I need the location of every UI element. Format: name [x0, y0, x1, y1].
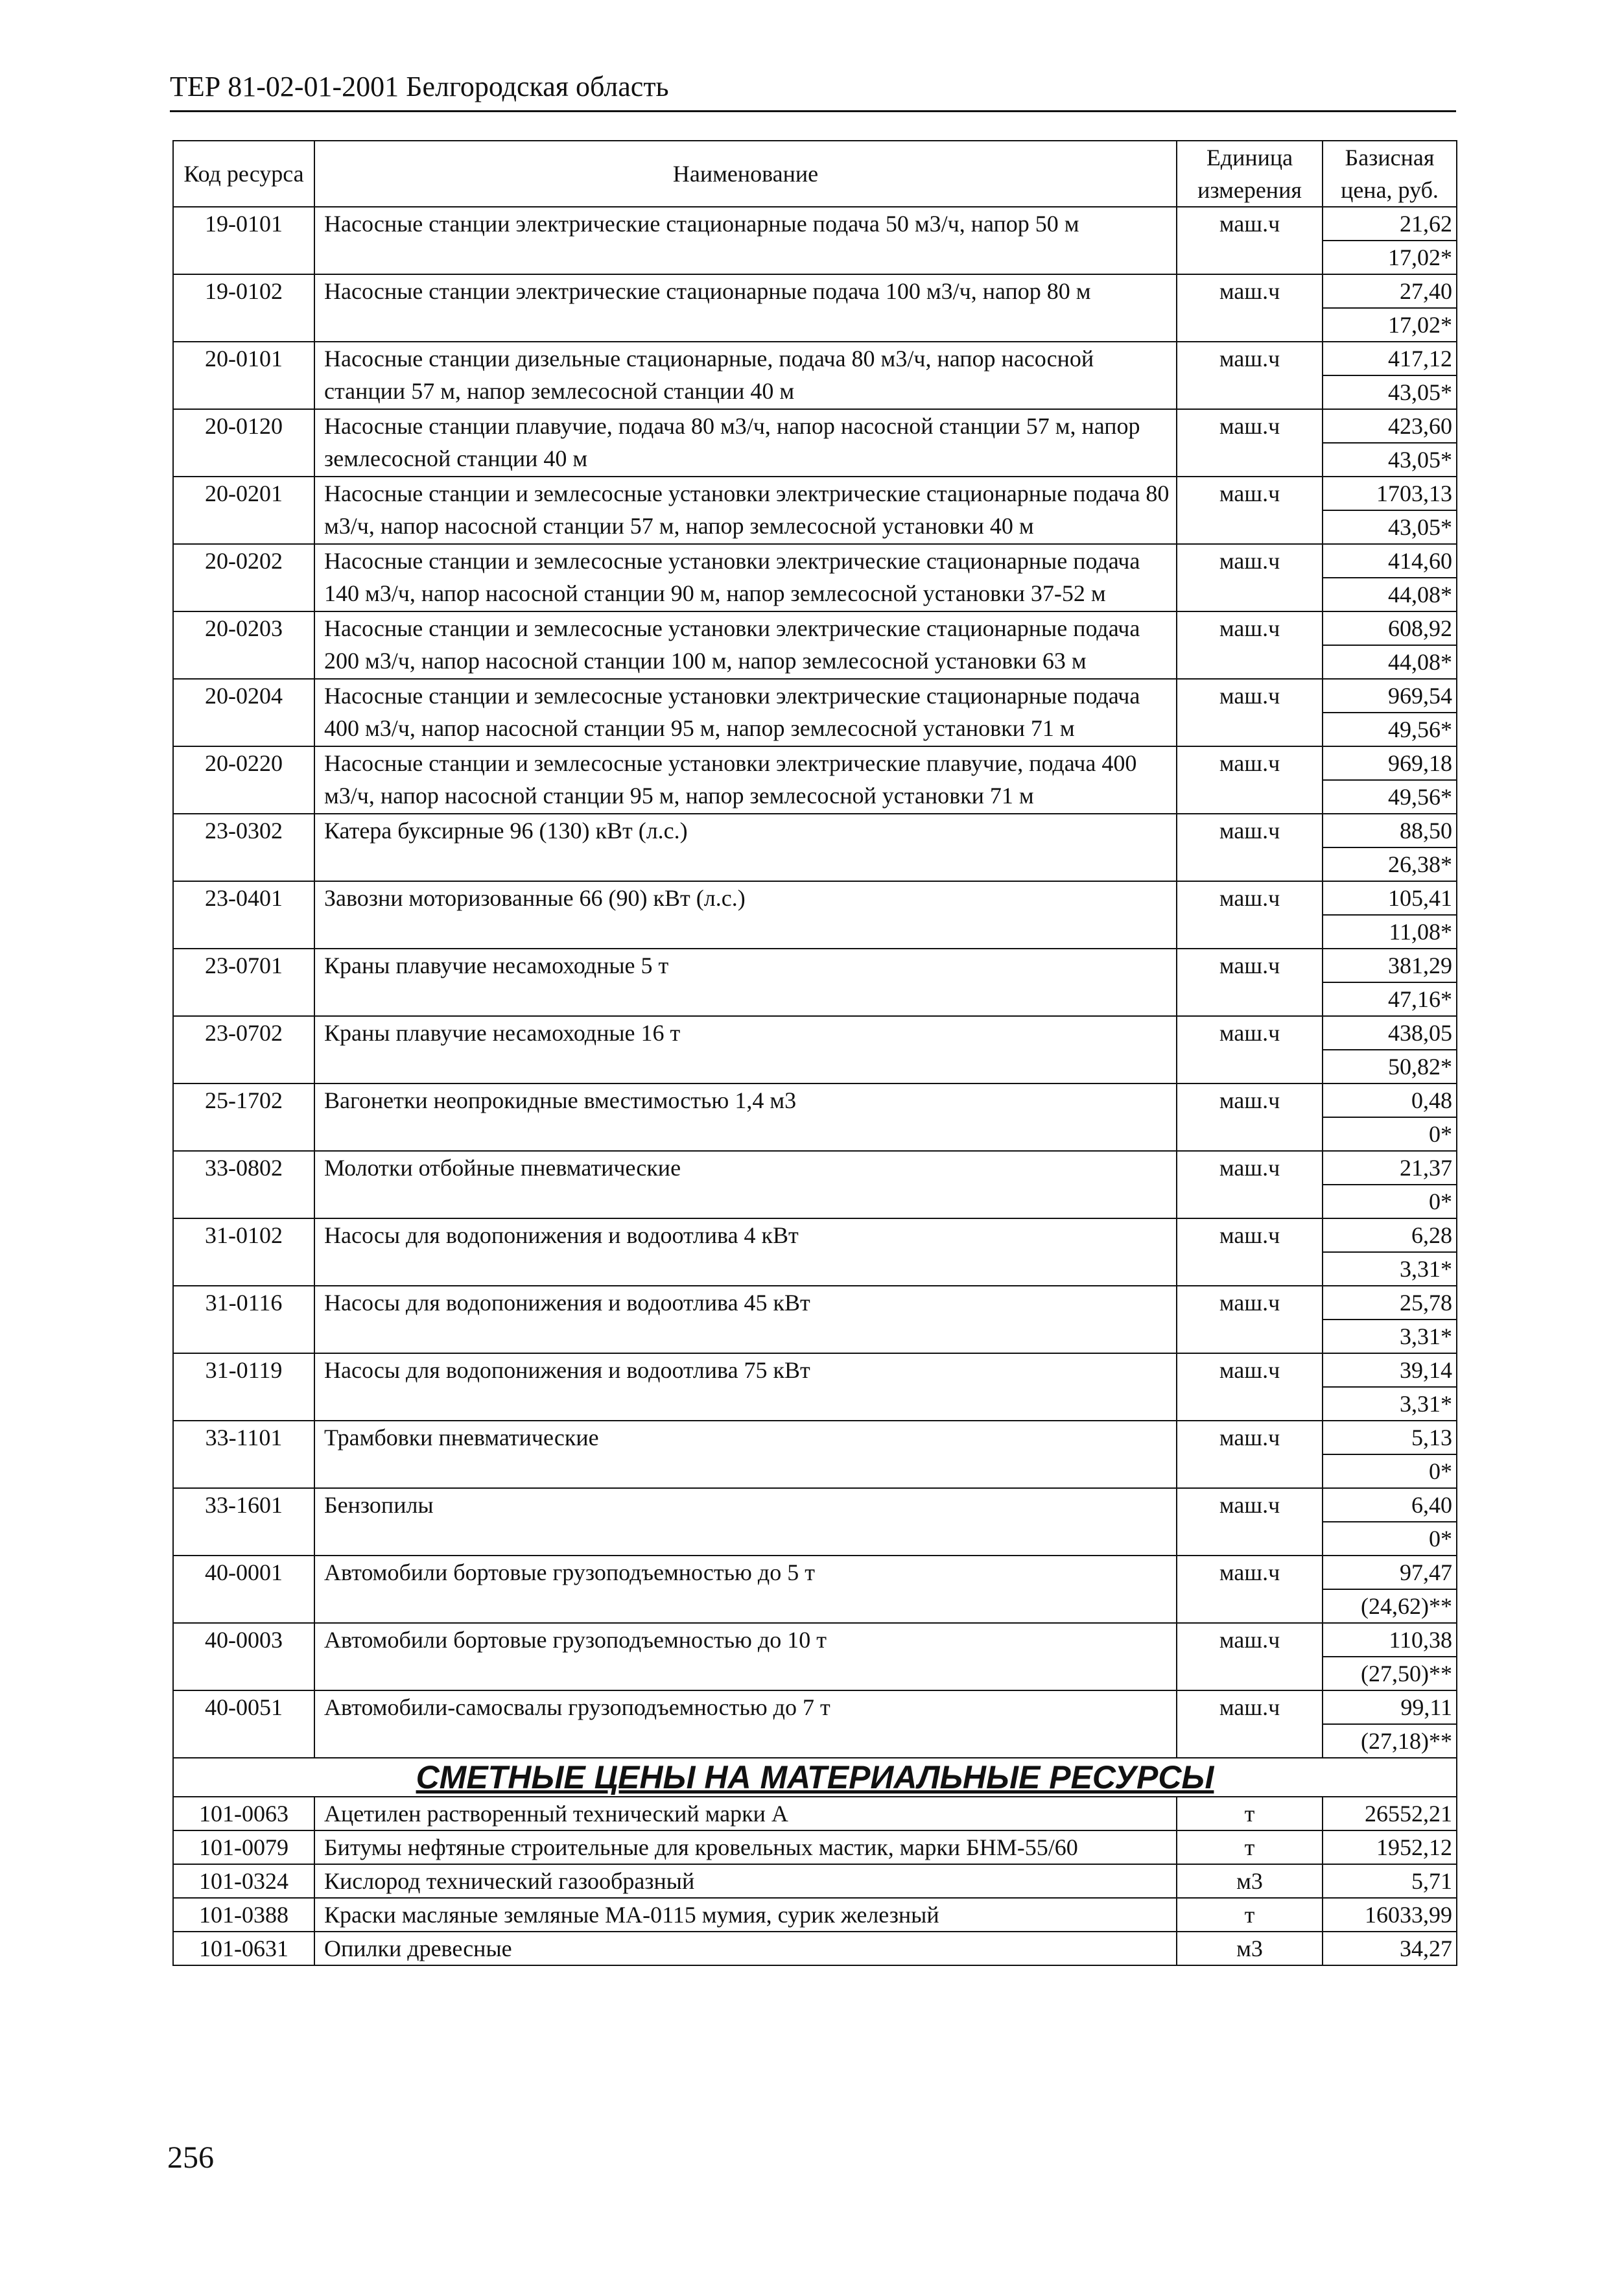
- resource-code: 23-0702: [173, 1016, 314, 1083]
- base-price: 21,62: [1323, 207, 1456, 241]
- table-row: [173, 1421, 1457, 1488]
- table-row: [173, 1083, 1457, 1151]
- material-name: Битумы нефтяные строительные для кровельных мастик, марки БНМ-55/60: [314, 1830, 1177, 1864]
- resource-price-cell: [1323, 1421, 1457, 1488]
- secondary-price: 43,05*: [1388, 514, 1452, 540]
- resource-code: 20-0120: [173, 409, 314, 477]
- resource-price-cell: [1323, 881, 1457, 949]
- resource-unit: маш.ч: [1177, 679, 1323, 746]
- resource-unit: маш.ч: [1177, 544, 1323, 611]
- resource-name: Насосные станции дизельные стационарные, подача 80 м3/ч, напор насосной станции 57 м, напор землесосной станции 40 м: [314, 342, 1177, 409]
- table-row: [173, 1151, 1457, 1218]
- secondary-price: (24,62)**: [1361, 1593, 1452, 1619]
- resource-unit: маш.ч: [1177, 1016, 1323, 1083]
- resource-name: Бензопилы: [314, 1488, 1177, 1556]
- base-price: 105,41: [1323, 882, 1456, 916]
- table-row: [173, 881, 1457, 949]
- secondary-price: 49,56*: [1388, 716, 1452, 742]
- base-price: 6,28: [1323, 1219, 1456, 1253]
- table-row: [173, 1556, 1457, 1623]
- resource-unit: маш.ч: [1177, 1623, 1323, 1690]
- resource-code: 31-0102: [173, 1218, 314, 1286]
- resource-price-cell: [1323, 1353, 1457, 1421]
- material-price: 5,71: [1411, 1868, 1452, 1894]
- material-row: [173, 1797, 1457, 1830]
- resource-code: 33-1101: [173, 1421, 314, 1488]
- resource-name: Насосные станции и землесосные установки электрические стационарные подача 80 м3/ч, напор насосной станции 57 м, напор землесосной установки 40 м: [314, 477, 1177, 544]
- resource-price-cell: [1323, 1488, 1457, 1556]
- resource-code: 20-0220: [173, 746, 314, 814]
- table-row: [173, 746, 1457, 814]
- resource-name: Автомобили бортовые грузоподъемностью до 5 т: [314, 1556, 1177, 1623]
- material-price-cell: [1323, 1932, 1457, 1965]
- resource-code: 23-0302: [173, 814, 314, 881]
- material-price: 34,27: [1400, 1936, 1452, 1961]
- resource-code: 25-1702: [173, 1083, 314, 1151]
- resource-unit: маш.ч: [1177, 409, 1323, 477]
- table-row: [173, 1353, 1457, 1421]
- secondary-price: 3,31*: [1400, 1256, 1452, 1282]
- column-header-name: Наименование: [314, 141, 1177, 207]
- column-header-unit: Единица измерения: [1177, 141, 1323, 207]
- resource-name: Краны плавучие несамоходные 5 т: [314, 949, 1177, 1016]
- resource-price-cell: [1323, 679, 1457, 746]
- base-price: 97,47: [1323, 1556, 1456, 1590]
- resource-price-cell: [1323, 342, 1457, 409]
- resource-code: 33-0802: [173, 1151, 314, 1218]
- resource-unit: маш.ч: [1177, 1690, 1323, 1758]
- table-header-row: [173, 141, 1457, 207]
- resource-unit: маш.ч: [1177, 1488, 1323, 1556]
- resource-price-table: [172, 140, 1457, 1966]
- material-name: Опилки древесные: [314, 1932, 1177, 1965]
- base-price: 1703,13: [1323, 477, 1456, 511]
- resource-code: 20-0204: [173, 679, 314, 746]
- secondary-price: (27,50)**: [1361, 1661, 1452, 1687]
- section-title: СМЕТНЫЕ ЦЕНЫ НА МАТЕРИАЛЬНЫЕ РЕСУРСЫ: [173, 1758, 1457, 1797]
- page-number: 256: [167, 2140, 214, 2175]
- base-price: 381,29: [1323, 949, 1456, 983]
- secondary-price: 11,08*: [1389, 919, 1452, 945]
- resource-unit: маш.ч: [1177, 274, 1323, 342]
- secondary-price: 3,31*: [1400, 1323, 1452, 1349]
- resource-price-cell: [1323, 207, 1457, 274]
- table-row: [173, 1623, 1457, 1690]
- material-name: Краски масляные земляные МА-0115 мумия, сурик железный: [314, 1898, 1177, 1932]
- material-code: 101-0324: [173, 1864, 314, 1898]
- resource-price-cell: [1323, 477, 1457, 544]
- material-unit: м3: [1177, 1932, 1323, 1965]
- material-unit: т: [1177, 1898, 1323, 1932]
- secondary-price: 0*: [1429, 1189, 1452, 1214]
- resource-code: 31-0116: [173, 1286, 314, 1353]
- table-row: [173, 1218, 1457, 1286]
- material-code: 101-0388: [173, 1898, 314, 1932]
- table-row: [173, 679, 1457, 746]
- secondary-price: 17,02*: [1388, 312, 1452, 338]
- column-header-code: Код ресурса: [173, 141, 314, 207]
- resource-price-cell: [1323, 274, 1457, 342]
- secondary-price: 43,05*: [1388, 379, 1452, 405]
- base-price: 969,18: [1323, 747, 1456, 781]
- resource-name: Насосные станции электрические стационарные подача 50 м3/ч, напор 50 м: [314, 207, 1177, 274]
- resource-name: Вагонетки неопрокидные вместимостью 1,4 м3: [314, 1083, 1177, 1151]
- resource-name: Насосные станции и землесосные установки электрические плавучие, подача 400 м3/ч, напор насосной станции 95 м, напор землесосной установки 71 м: [314, 746, 1177, 814]
- resource-price-cell: [1323, 1218, 1457, 1286]
- resource-unit: маш.ч: [1177, 881, 1323, 949]
- secondary-price: 47,16*: [1388, 986, 1452, 1012]
- resource-price-cell: [1323, 746, 1457, 814]
- secondary-price: (27,18)**: [1361, 1728, 1452, 1754]
- table-row: [173, 544, 1457, 611]
- table-row: [173, 814, 1457, 881]
- base-price: 414,60: [1323, 545, 1456, 578]
- base-price: 438,05: [1323, 1017, 1456, 1050]
- secondary-price: 0*: [1429, 1458, 1452, 1484]
- table-row: [173, 477, 1457, 544]
- resource-unit: маш.ч: [1177, 1083, 1323, 1151]
- resource-code: 40-0001: [173, 1556, 314, 1623]
- resource-unit: маш.ч: [1177, 1218, 1323, 1286]
- base-price: 6,40: [1323, 1489, 1456, 1522]
- secondary-price: 17,02*: [1388, 244, 1452, 270]
- base-price: 423,60: [1323, 410, 1456, 444]
- resource-code: 31-0119: [173, 1353, 314, 1421]
- material-row: [173, 1898, 1457, 1932]
- resource-name: Катера буксирные 96 (130) кВт (л.с.): [314, 814, 1177, 881]
- resource-price-cell: [1323, 1623, 1457, 1690]
- resource-unit: маш.ч: [1177, 746, 1323, 814]
- resource-unit: маш.ч: [1177, 477, 1323, 544]
- secondary-price: 0*: [1429, 1526, 1452, 1552]
- secondary-price: 3,31*: [1400, 1391, 1452, 1417]
- column-header-price: Базисная цена, руб.: [1323, 141, 1457, 207]
- material-code: 101-0631: [173, 1932, 314, 1965]
- resource-code: 23-0401: [173, 881, 314, 949]
- resource-code: 20-0201: [173, 477, 314, 544]
- resource-price-cell: [1323, 814, 1457, 881]
- resource-price-cell: [1323, 611, 1457, 679]
- resource-code: 20-0101: [173, 342, 314, 409]
- secondary-price: 26,38*: [1388, 851, 1452, 877]
- base-price: 5,13: [1323, 1421, 1456, 1455]
- resource-name: Насосы для водопонижения и водоотлива 4 кВт: [314, 1218, 1177, 1286]
- resource-name: Автомобили бортовые грузоподъемностью до 10 т: [314, 1623, 1177, 1690]
- base-price: 25,78: [1323, 1286, 1456, 1320]
- material-code: 101-0063: [173, 1797, 314, 1830]
- resource-unit: маш.ч: [1177, 342, 1323, 409]
- table-row: [173, 949, 1457, 1016]
- base-price: 417,12: [1323, 342, 1456, 376]
- table-row: [173, 1286, 1457, 1353]
- resource-name: Насосные станции плавучие, подача 80 м3/ч, напор насосной станции 57 м, напор землесосной станции 40 м: [314, 409, 1177, 477]
- secondary-price: 49,56*: [1388, 784, 1452, 810]
- secondary-price: 44,08*: [1388, 582, 1452, 608]
- resource-name: Насосные станции и землесосные установки электрические стационарные подача 200 м3/ч, напор насосной станции 100 м, напор землесосной установки 63 м: [314, 611, 1177, 679]
- material-price: 1952,12: [1376, 1834, 1452, 1860]
- resource-unit: маш.ч: [1177, 814, 1323, 881]
- material-row: [173, 1864, 1457, 1898]
- resource-price-cell: [1323, 1151, 1457, 1218]
- material-unit: м3: [1177, 1864, 1323, 1898]
- resource-name: Насосные станции электрические стационарные подача 100 м3/ч, напор 80 м: [314, 274, 1177, 342]
- base-price: 0,48: [1323, 1084, 1456, 1118]
- table-row: [173, 1488, 1457, 1556]
- resource-name: Молотки отбойные пневматические: [314, 1151, 1177, 1218]
- material-price-cell: [1323, 1864, 1457, 1898]
- base-price: 21,37: [1323, 1152, 1456, 1185]
- resource-name: Насосы для водопонижения и водоотлива 45 кВт: [314, 1286, 1177, 1353]
- header-rule: [170, 110, 1456, 112]
- base-price: 39,14: [1323, 1354, 1456, 1388]
- section-header-row: [173, 1758, 1457, 1797]
- resource-unit: маш.ч: [1177, 1286, 1323, 1353]
- resource-price-cell: [1323, 1016, 1457, 1083]
- resource-name: Насосы для водопонижения и водоотлива 75 кВт: [314, 1353, 1177, 1421]
- secondary-price: 50,82*: [1388, 1054, 1452, 1080]
- resource-price-cell: [1323, 409, 1457, 477]
- resource-price-cell: [1323, 949, 1457, 1016]
- resource-unit: маш.ч: [1177, 1421, 1323, 1488]
- secondary-price: 0*: [1429, 1121, 1452, 1147]
- material-code: 101-0079: [173, 1830, 314, 1864]
- resource-code: 20-0203: [173, 611, 314, 679]
- resource-unit: маш.ч: [1177, 1151, 1323, 1218]
- resource-code: 33-1601: [173, 1488, 314, 1556]
- resource-unit: маш.ч: [1177, 1353, 1323, 1421]
- base-price: 969,54: [1323, 680, 1456, 713]
- resource-unit: маш.ч: [1177, 611, 1323, 679]
- table-row: [173, 207, 1457, 274]
- resource-name: Насосные станции и землесосные установки электрические стационарные подача 400 м3/ч, напор насосной станции 95 м, напор землесосной установки 71 м: [314, 679, 1177, 746]
- table-row: [173, 1690, 1457, 1758]
- resource-code: 40-0051: [173, 1690, 314, 1758]
- table-row: [173, 611, 1457, 679]
- material-price-cell: [1323, 1898, 1457, 1932]
- material-row: [173, 1932, 1457, 1965]
- material-unit: т: [1177, 1830, 1323, 1864]
- resource-name: Трамбовки пневматические: [314, 1421, 1177, 1488]
- page-header-title: ТЕР 81-02-01-2001 Белгородская область: [170, 71, 669, 102]
- table-row: [173, 342, 1457, 409]
- resource-price-cell: [1323, 1083, 1457, 1151]
- secondary-price: 43,05*: [1388, 447, 1452, 473]
- resource-price-cell: [1323, 1690, 1457, 1758]
- material-price: 26552,21: [1365, 1801, 1452, 1827]
- resource-name: Автомобили-самосвалы грузоподъемностью до 7 т: [314, 1690, 1177, 1758]
- base-price: 99,11: [1323, 1691, 1456, 1725]
- table-row: [173, 274, 1457, 342]
- table-row: [173, 1016, 1457, 1083]
- base-price: 27,40: [1323, 275, 1456, 309]
- material-name: Ацетилен растворенный технический марки А: [314, 1797, 1177, 1830]
- base-price: 110,38: [1323, 1624, 1456, 1657]
- base-price: 88,50: [1323, 814, 1456, 848]
- resource-unit: маш.ч: [1177, 207, 1323, 274]
- resource-price-cell: [1323, 1286, 1457, 1353]
- table-row: [173, 409, 1457, 477]
- material-price: 16033,99: [1365, 1902, 1452, 1928]
- resource-code: 40-0003: [173, 1623, 314, 1690]
- resource-name: Насосные станции и землесосные установки электрические стационарные подача 140 м3/ч, напор насосной станции 90 м, напор землесосной установки 37-52 м: [314, 544, 1177, 611]
- resource-price-cell: [1323, 544, 1457, 611]
- resource-code: 19-0101: [173, 207, 314, 274]
- resource-unit: маш.ч: [1177, 1556, 1323, 1623]
- resource-code: 19-0102: [173, 274, 314, 342]
- resource-name: Краны плавучие несамоходные 16 т: [314, 1016, 1177, 1083]
- material-unit: т: [1177, 1797, 1323, 1830]
- material-price-cell: [1323, 1830, 1457, 1864]
- material-name: Кислород технический газообразный: [314, 1864, 1177, 1898]
- resource-code: 23-0701: [173, 949, 314, 1016]
- resource-name: Завозни моторизованные 66 (90) кВт (л.с.): [314, 881, 1177, 949]
- resource-price-cell: [1323, 1556, 1457, 1623]
- material-price-cell: [1323, 1797, 1457, 1830]
- material-row: [173, 1830, 1457, 1864]
- secondary-price: 44,08*: [1388, 649, 1452, 675]
- resource-code: 20-0202: [173, 544, 314, 611]
- base-price: 608,92: [1323, 612, 1456, 646]
- resource-unit: маш.ч: [1177, 949, 1323, 1016]
